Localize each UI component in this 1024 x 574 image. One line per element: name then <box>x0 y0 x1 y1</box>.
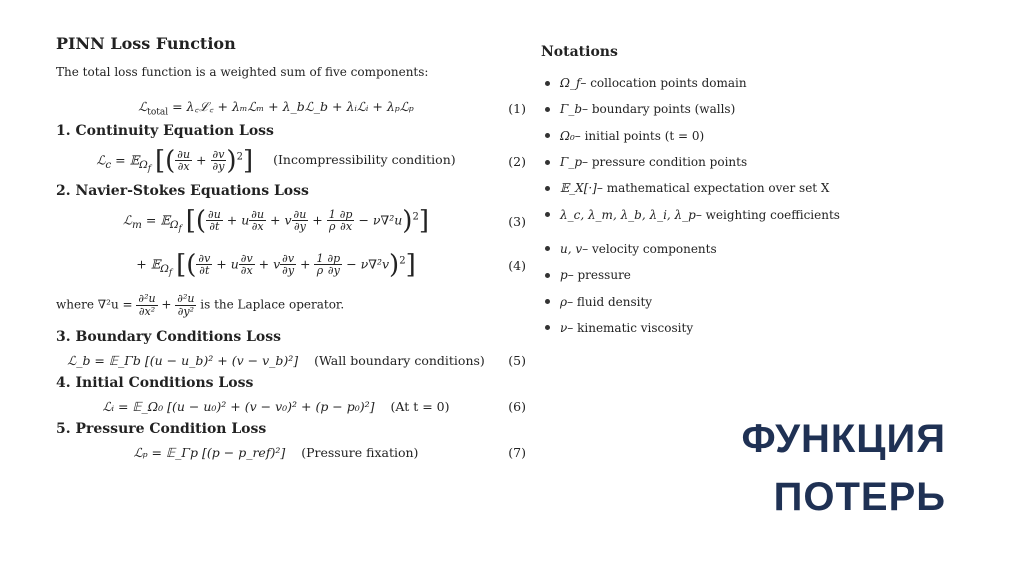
equation-boundary: ℒ_b = 𝔼_Γb [(u − u_b)² + (v − v_b)²] (Wall boundary conditions) (5) <box>67 352 526 368</box>
bullet-icon <box>545 246 550 251</box>
section-heading-navier-stokes: 2. Navier-Stokes Equations Loss <box>56 183 309 199</box>
document-title: PINN Loss Function <box>56 34 236 53</box>
list-item: λ_c, λ_m, λ_b, λ_i, λ_p – weighting coefficients <box>541 201 841 227</box>
equation-navier-stokes-x: ℒ$_m$ = 𝔼$_{\Omega_f}$ [( $\frac{\partial u}{\partial t}$ + u $\frac{\partial u}{\partial x}$ + v $\frac{\partial u}{\partial y}$ + $\frac{1}{\rho}$ $\frac{\partial p}{\partial x}$ − ν∇²u)$^2$] (3) <box>123 205 526 236</box>
bullet-icon <box>545 299 550 304</box>
equation-number: (2) <box>508 153 526 169</box>
equation-condition: (Wall boundary conditions) <box>314 352 485 368</box>
laplace-note: where ∇²u = $\frac{\text{∂²u}}{\text{∂x²}}$ + $\frac{\text{∂²u}}{\text{∂y²}}$ is the Laplace operator. <box>56 292 345 318</box>
notations-panel <box>541 44 841 341</box>
bullet-icon <box>545 160 550 165</box>
section-heading-pressure: 5. Pressure Condition Loss <box>56 421 267 438</box>
list-item: Ω₀ – initial points (t = 0) <box>541 123 841 149</box>
equation-number: (5) <box>508 352 526 368</box>
equation-number: (6) <box>508 398 526 414</box>
bullet-icon <box>545 186 550 191</box>
section-heading-continuity: 1. Continuity Equation Loss <box>56 123 274 139</box>
section-heading-initial: 4. Initial Conditions Loss <box>56 375 254 392</box>
equation-condition: (Pressure fixation) <box>301 444 419 460</box>
equation-number: (4) <box>508 257 526 273</box>
list-item: ρ – fluid density <box>541 288 841 314</box>
bullet-icon <box>545 133 550 138</box>
bullet-icon <box>545 273 550 278</box>
list-item: Ω_f – collocation points domain <box>541 70 841 96</box>
list-item: p – pressure <box>541 262 841 288</box>
slide-title-line1: ФУНКЦИЯ <box>741 417 946 461</box>
equation-pressure: ℒₚ = 𝔼_Γp [(p − p_ref)²] (Pressure fixation) (7) <box>133 444 526 460</box>
equation-continuity: ℒ$_c$ = 𝔼$_{\Omega_f}$ [( $\frac{\partial u}{\partial x}$ + $\frac{\partial v}{\partial y}$ )$^2$] (Incompressibility condition) (2) <box>96 145 526 176</box>
list-item: u, v – velocity components <box>541 236 841 262</box>
equation-total: ℒ$_{total}$ = λ꜀ℒ꜀ + λₘℒₘ + λ_bℒ_b + λᵢℒᵢ + λₚℒₚ (1) <box>138 99 526 118</box>
bullet-icon <box>545 107 550 112</box>
loss-function-panel <box>56 34 526 467</box>
bullet-icon <box>545 325 550 330</box>
list-item: 𝔼_X[·] – mathematical expectation over set X <box>541 175 841 201</box>
list-item: Γ_p – pressure condition points <box>541 149 841 175</box>
list-item: Γ_b – boundary points (walls) <box>541 96 841 122</box>
section-heading-boundary: 3. Boundary Conditions Loss <box>56 329 282 346</box>
list-item: ν – kinematic viscosity <box>541 315 841 341</box>
intro-text: The total loss function is a weighted sum of five components: <box>56 65 429 79</box>
slide-title <box>741 410 946 526</box>
equation-number: (3) <box>508 213 526 229</box>
slide-title-line2: ПОТЕРЬ <box>773 475 946 519</box>
notations-title: Notations <box>541 44 618 60</box>
bullet-icon <box>545 81 550 86</box>
notations-list <box>541 70 841 341</box>
equation-initial: ℒᵢ = 𝔼_Ω₀ [(u − u₀)² + (v − v₀)² + (p − p₀)²] (At t = 0) (6) <box>102 398 526 414</box>
equation-navier-stokes-y: + 𝔼$_{\Omega_f}$ [( $\frac{\partial v}{\partial t}$ + u $\frac{\partial v}{\partial x}$ + v $\frac{\partial v}{\partial y}$ + $\frac{1}{\rho}$ $\frac{\partial p}{\partial y}$ − ν∇²v)$^2$] (4) <box>136 249 526 280</box>
equation-condition: (Incompressibility condition) <box>273 152 456 168</box>
equation-number: (1) <box>508 100 526 116</box>
equation-condition: (At t = 0) <box>390 398 450 414</box>
equation-number: (7) <box>508 444 526 460</box>
bullet-icon <box>545 212 550 217</box>
